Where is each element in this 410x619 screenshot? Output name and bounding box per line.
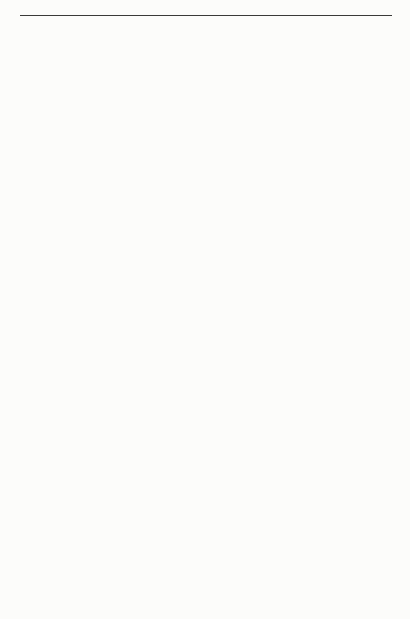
chapter-divider xyxy=(20,15,392,16)
